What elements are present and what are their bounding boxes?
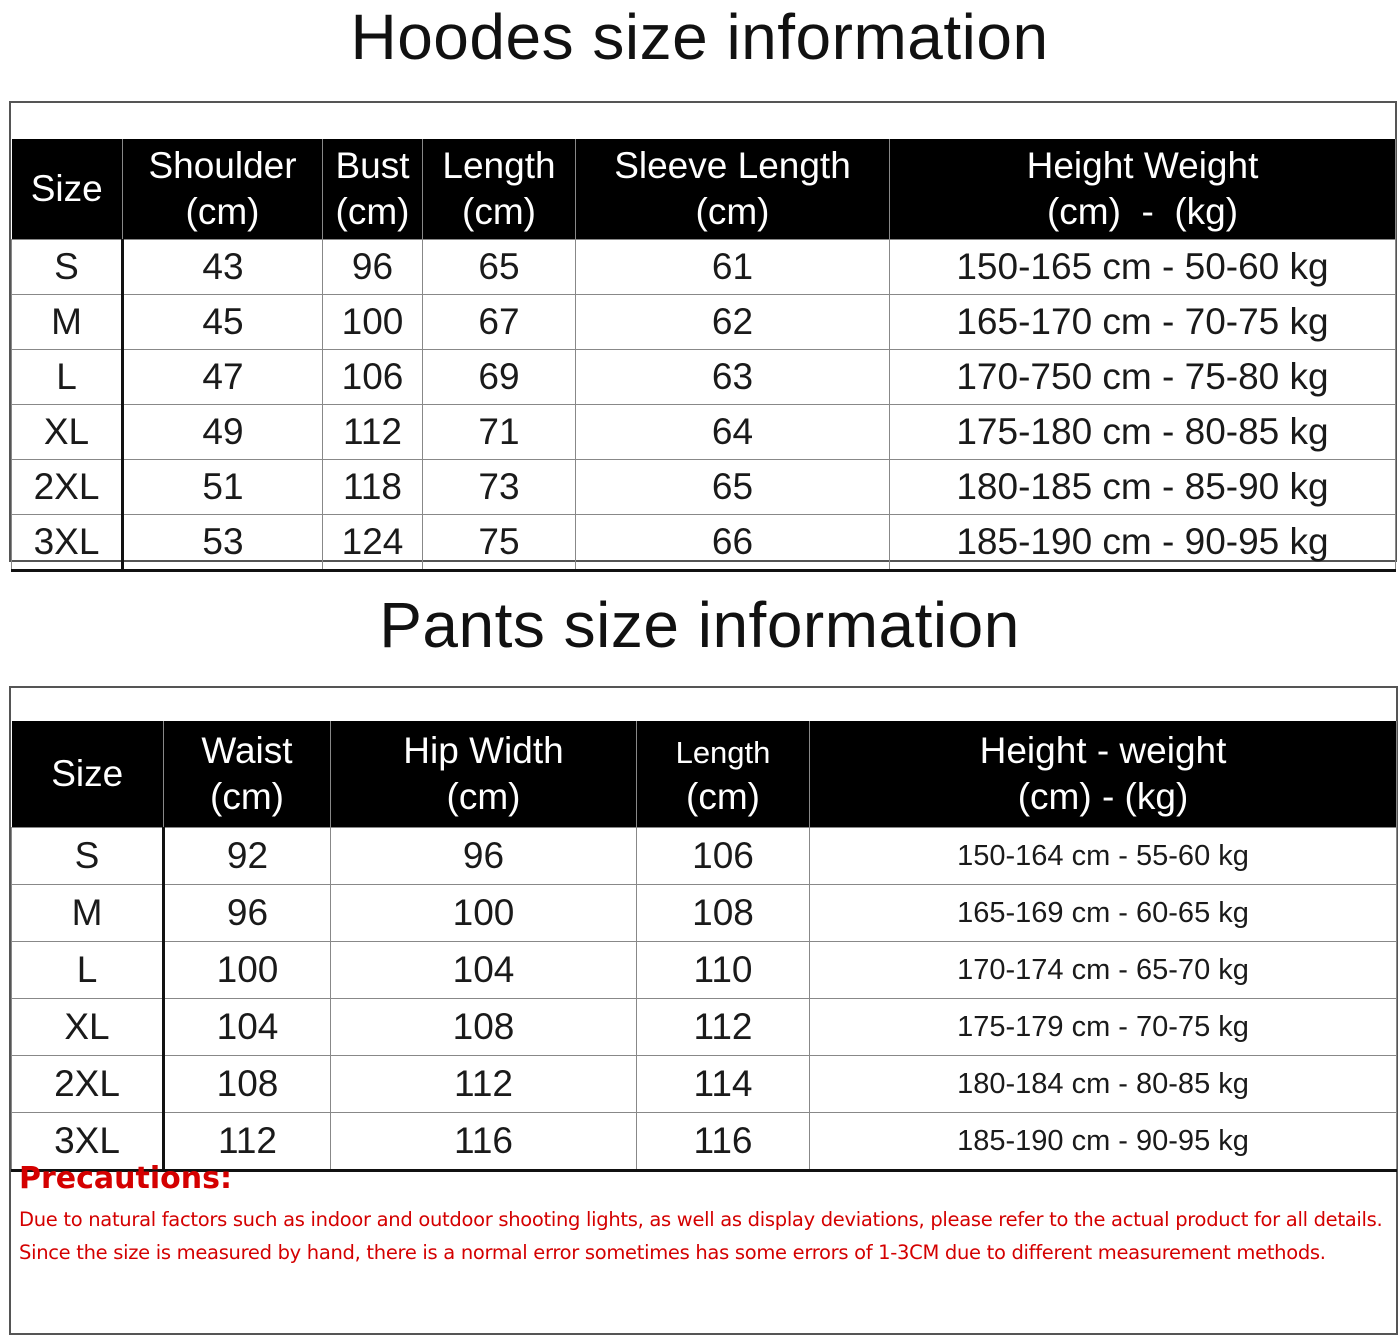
length-cell: 67 [423,295,576,350]
hip-cell: 112 [331,1056,637,1113]
table-row [12,885,1397,942]
waist-cell: 92 [164,828,331,885]
length-cell: 112 [637,999,810,1056]
shoulder-cell: 49 [123,405,323,460]
waist-cell: 96 [164,885,331,942]
sleeve-cell: 61 [576,240,890,295]
hip-cell: 108 [331,999,637,1056]
height-weight-cell: 150-164 cm - 55-60 kg [810,828,1397,885]
precautions-heading: Precautions: [19,1161,232,1196]
shoulder-cell: 47 [123,350,323,405]
table-row [12,515,1396,571]
size-cell: XL [12,405,123,460]
hip-cell: 96 [331,828,637,885]
length-cell: 73 [423,460,576,515]
height-weight-cell: 180-185 cm - 85-90 kg [890,460,1396,515]
size-cell: L [12,350,123,405]
size-cell: XL [12,999,164,1056]
header-bust: Bust (cm) [323,139,423,240]
precautions-line: Since the size is measured by hand, there is a normal error sometimes has some errors of 1-3CM due to different measurement methods. [19,1241,1326,1264]
height-weight-cell: 185-190 cm - 90-95 kg [890,515,1396,571]
waist-cell: 100 [164,942,331,999]
table-row [12,460,1396,515]
length-cell: 114 [637,1056,810,1113]
size-cell: S [12,240,123,295]
header-shoulder: Shoulder (cm) [123,139,323,240]
length-cell: 108 [637,885,810,942]
header-sleeve-length: Sleeve Length (cm) [576,139,890,240]
hip-cell: 116 [331,1113,637,1171]
waist-cell: 104 [164,999,331,1056]
header-size: Size [12,721,164,828]
table-row [12,240,1396,295]
size-cell: M [12,885,164,942]
hip-cell: 100 [331,885,637,942]
sleeve-cell: 63 [576,350,890,405]
table-row [12,405,1396,460]
hoodies-size-chart [9,101,1397,562]
hoodies-title: Hoodes size information [350,1,1049,73]
height-weight-cell: 175-179 cm - 70-75 kg [810,999,1397,1056]
bust-cell: 96 [323,240,423,295]
shoulder-cell: 53 [123,515,323,571]
precautions-line: Due to natural factors such as indoor and outdoor shooting lights, as well as display deviations, please refer to the actual product for all details. [19,1208,1383,1231]
header-length: Length (cm) [637,721,810,828]
height-weight-cell: 170-174 cm - 65-70 kg [810,942,1397,999]
precautions-section [19,1161,1389,1274]
bust-cell: 118 [323,460,423,515]
sleeve-cell: 65 [576,460,890,515]
bust-cell: 112 [323,405,423,460]
table-row [12,828,1397,885]
hip-cell: 104 [331,942,637,999]
height-weight-cell: 165-169 cm - 60-65 kg [810,885,1397,942]
size-cell: 2XL [12,460,123,515]
sleeve-cell: 64 [576,405,890,460]
table-row [12,1056,1397,1113]
table-row [12,350,1396,405]
shoulder-cell: 45 [123,295,323,350]
header-length: Length (cm) [423,139,576,240]
waist-cell: 108 [164,1056,331,1113]
header-waist: Waist (cm) [164,721,331,828]
bust-cell: 124 [323,515,423,571]
hoodies-size-table [11,139,1396,572]
length-cell: 116 [637,1113,810,1171]
height-weight-cell: 165-170 cm - 70-75 kg [890,295,1396,350]
length-cell: 110 [637,942,810,999]
size-cell: 2XL [12,1056,164,1113]
table-row [12,295,1396,350]
bust-cell: 100 [323,295,423,350]
header-size: Size [12,139,123,240]
bust-cell: 106 [323,350,423,405]
sleeve-cell: 66 [576,515,890,571]
shoulder-cell: 51 [123,460,323,515]
length-cell: 71 [423,405,576,460]
table-row [12,999,1397,1056]
size-cell: 3XL [12,1113,164,1171]
header-height-weight: Height Weight (cm) - (kg) [890,139,1396,240]
height-weight-cell: 180-184 cm - 80-85 kg [810,1056,1397,1113]
height-weight-cell: 185-190 cm - 90-95 kg [810,1113,1397,1171]
height-weight-cell: 150-165 cm - 50-60 kg [890,240,1396,295]
length-cell: 75 [423,515,576,571]
waist-cell: 112 [164,1113,331,1171]
pants-size-chart [9,686,1398,1335]
header-height-weight: Height - weight (cm) - (kg) [810,721,1397,828]
pants-title: Pants size information [379,589,1020,661]
sleeve-cell: 62 [576,295,890,350]
height-weight-cell: 170-750 cm - 75-80 kg [890,350,1396,405]
pants-size-table [11,721,1397,1172]
length-cell: 69 [423,350,576,405]
size-cell: S [12,828,164,885]
height-weight-cell: 175-180 cm - 80-85 kg [890,405,1396,460]
size-cell: M [12,295,123,350]
size-cell: L [12,942,164,999]
header-hip-width: Hip Width (cm) [331,721,637,828]
table-header-row [12,139,1396,240]
length-cell: 106 [637,828,810,885]
table-row [12,942,1397,999]
shoulder-cell: 43 [123,240,323,295]
length-cell: 65 [423,240,576,295]
size-cell: 3XL [12,515,123,571]
table-header-row [12,721,1397,828]
